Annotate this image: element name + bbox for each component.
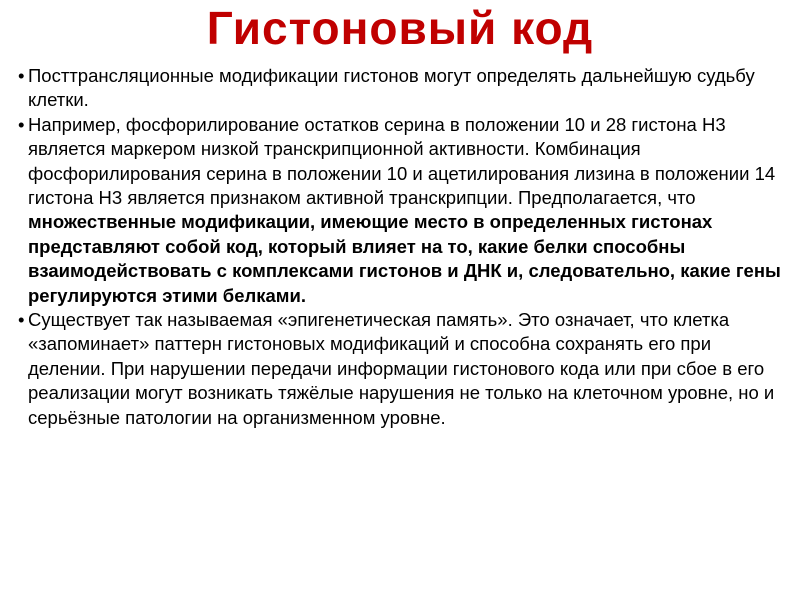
- slide-title: Гистоновый код: [206, 2, 594, 54]
- bullet-text: Существует так называемая «эпигенетическая память». Это означает, что клетка «запоминает» паттерн гистоновых модификаций и способна сохранять его при делении. При нарушении передачи информации гистонового кода или при сбое в его реализации могут возникать тяжёлые нарушения не только на клеточном уровне, но и серьёзные патологии на организменном уровне.: [28, 309, 775, 428]
- bullet-dot-icon: •: [18, 65, 25, 86]
- bullet-dot-icon: •: [18, 309, 25, 331]
- bullet-text: Посттрансляционные модификации гистонов могут определять дальнейшую судьбу клетки.: [28, 65, 755, 111]
- bullet-bold-text: множественные модификации, имеющие место в определенных гистонах представляют собой код, который влияет на то, какие белки способны взаимодействовать с комплексами гистонов и ДНК и, следовательно, какие гены регулируются этими белками.: [28, 211, 781, 306]
- bullet-item-2: [18, 113, 788, 308]
- bullet-item-1: [18, 64, 788, 113]
- bullet-text: Например, фосфорилирование остатков серина в положении 10 и 28 гистона Н3 является маркером низкой транскрипционной активности. Комбинация фосфорилирования серина в положении 10 и ацетилирования лизина в положении 14 гистона Н3 является признаком активной транскрипции. Предполагается, что: [28, 113, 776, 209]
- bullet-item-3: [18, 308, 788, 430]
- bullet-dot-icon: •: [18, 113, 25, 135]
- bullet-list: [18, 64, 788, 430]
